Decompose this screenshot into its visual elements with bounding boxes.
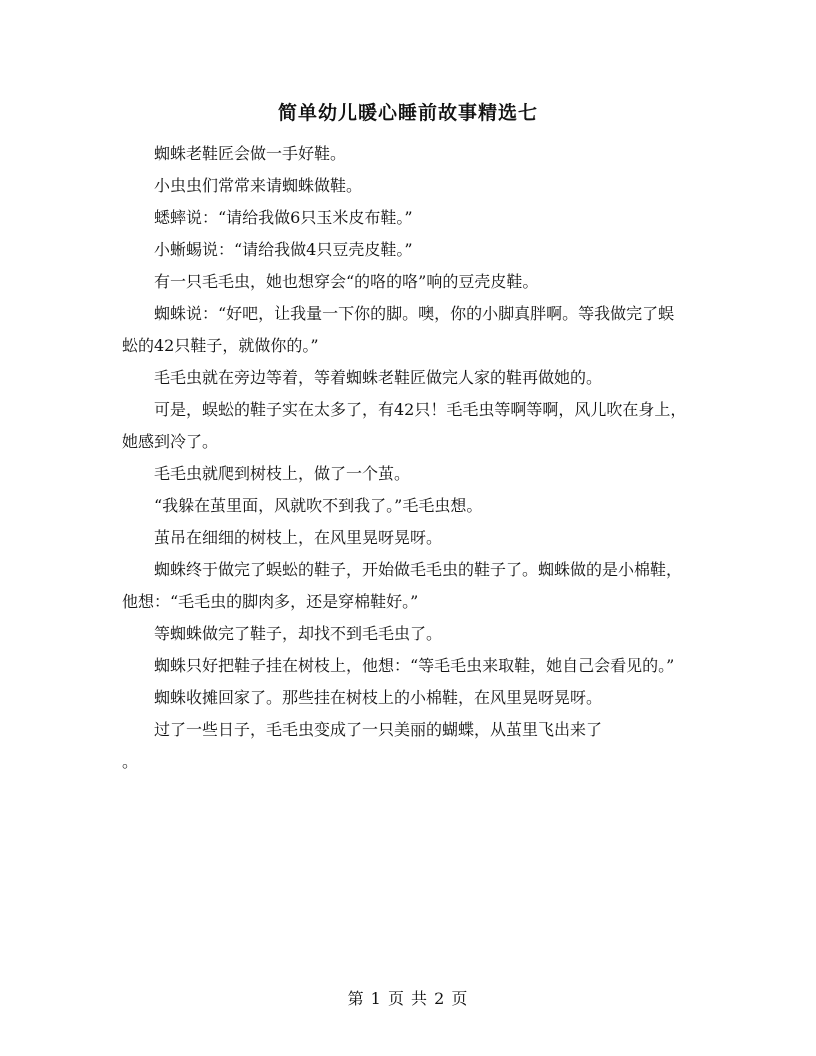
paragraph: 可是，蜈蚣的鞋子实在太多了，有42只！毛毛虫等啊等啊，风儿吹在身上，她感到冷了。 (122, 400, 687, 451)
paragraph: 蜘蛛收摊回家了。那些挂在树枝上的小棉鞋，在风里晃呀晃呀。 (154, 688, 603, 707)
paragraph-tail: 。 (122, 752, 139, 771)
paragraph: 过了一些日子，毛毛虫变成了一只美丽的蝴蝶，从茧里飞出来了 (154, 720, 603, 739)
paragraph: 蜘蛛只好把鞋子挂在树枝上，他想：“等毛毛虫来取鞋，她自己会看见的。” (154, 656, 675, 675)
paragraph: 蜘蛛老鞋匠会做一手好鞋。 (154, 144, 347, 163)
paragraph: 蟋蟀说：“请给我做6只玉米皮布鞋。” (154, 208, 413, 227)
paragraph: 蜘蛛说：“好吧，让我量一下你的脚。噢，你的小脚真胖啊。等我做完了蜈蚣的42只鞋子，就做你的。” (122, 304, 675, 355)
paragraph: 蜘蛛终于做完了蜈蚣的鞋子，开始做毛毛虫的鞋子了。蜘蛛做的是小棉鞋，他想：“毛毛虫的脚肉多，还是穿棉鞋好。” (122, 560, 683, 611)
paragraph: “我躲在茧里面，风就吹不到我了。”毛毛虫想。 (154, 496, 483, 515)
paragraph: 小虫虫们常常来请蜘蛛做鞋。 (154, 176, 363, 195)
paragraph: 茧吊在细细的树枝上，在风里晃呀晃呀。 (154, 528, 443, 547)
paragraph: 毛毛虫就在旁边等着，等着蜘蛛老鞋匠做完人家的鞋再做她的。 (154, 368, 603, 387)
paragraph: 等蜘蛛做完了鞋子，却找不到毛毛虫了。 (154, 624, 443, 643)
page-title: 简单幼儿暖心睡前故事精选七 (277, 102, 538, 124)
story-body (122, 138, 688, 778)
paragraph: 小蜥蜴说：“请给我做4只豆壳皮鞋。” (154, 240, 413, 259)
paragraph: 毛毛虫就爬到树枝上，做了一个茧。 (154, 464, 411, 483)
page-footer: 第 1 页 共 2 页 (347, 989, 469, 1008)
paragraph: 有一只毛毛虫，她也想穿会“的咯的咯”响的豆壳皮鞋。 (154, 272, 539, 291)
